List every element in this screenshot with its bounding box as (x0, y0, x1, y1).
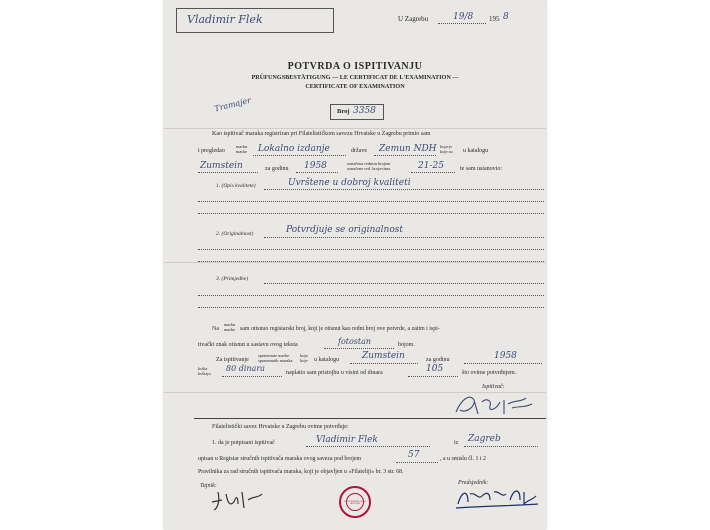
originality-line-3 (198, 261, 544, 262)
closing-year-line (464, 363, 542, 364)
year-label-body: za godinu (265, 166, 289, 172)
federation-line2: 1. da je potpisani ispitivač (212, 440, 275, 446)
state-label: države (351, 148, 367, 154)
place-label: U Zagrebu (398, 15, 429, 23)
federation-examiner-name: Vladimir Flek (316, 435, 378, 445)
certificate-paper (164, 0, 546, 530)
federation-line3b: , a u smislu čl. 1 i 2 (440, 456, 486, 462)
catalog-label: u katalogu (463, 148, 489, 154)
city-value: Zagreb (468, 434, 501, 444)
established-text: te sam ustanovio: (460, 166, 502, 172)
country-line (374, 155, 436, 156)
fold-line (164, 128, 546, 129)
catalog-value: Zumstein (200, 161, 243, 171)
originality-label: 2. (Originalnost) (216, 231, 254, 237)
quality-label: 1. (Opis kvalitete) (216, 183, 256, 189)
reg-value: 57 (408, 450, 420, 460)
year-value: 8 (503, 12, 509, 22)
federation-line4: Pravilnika za rad stručnih ispitivača maraka, koji je objavljen u »Filateliji« br. 3 str. 68. (198, 469, 404, 475)
za-ispitivanje: Za ispitivanje (216, 357, 249, 363)
year-label: 195 (489, 15, 500, 23)
english-title: CERTIFICATE OF EXAMINATION (305, 83, 405, 90)
closing-line1: sam otisnuo registarski broj, koji je otisnut kao redni broj ove potvrde, a zatim i ispi- (240, 326, 440, 332)
date-value: 19/8 (453, 12, 474, 22)
serial-value: 21-25 (418, 161, 444, 171)
confirm-text: što ovime potvrđujem. (462, 370, 517, 376)
line2-prefix: i pregledao (198, 148, 225, 154)
number-box (330, 104, 384, 120)
fee-text: naplatio sam pristojbu u visini od dinara (286, 370, 383, 376)
stack-spomenute: spomenute marke spomenutih maraka (258, 353, 293, 363)
za-godinu: za godinu (426, 357, 450, 363)
name-box (176, 8, 334, 33)
closing-na: Na (212, 326, 219, 332)
federation-line3a: upisan u Registar stručnih ispitivača maraka ovog saveza pod brojem (198, 456, 362, 462)
divider (194, 418, 546, 419)
stack-koja-2: koja koje (300, 353, 308, 363)
stack-koja: koja-je koje su (440, 144, 453, 154)
fee-value: 105 (426, 364, 444, 374)
intro-text: Kao ispitivač maraka registriran pri Filatelističkom savezu Hrvatske u Zagrebu primio sam (212, 131, 431, 137)
serial-line (411, 172, 455, 173)
price-line (222, 376, 282, 377)
quality-line-2 (198, 201, 544, 202)
sign-value: fotostan (338, 337, 372, 346)
stack-marku-2: marku marke (224, 322, 236, 332)
closing-line2a: tivački znak otisnut u sastavu ovog teksta (198, 342, 298, 348)
stack-serial: označena rednim brojem označene red. brojevima (347, 161, 391, 171)
seal-text: FILATELISTIČKI SAVEZ HRVATSKE (344, 501, 366, 506)
item-line (253, 155, 346, 156)
fee-line (408, 376, 458, 377)
u-katalogu: u katalogu (314, 357, 340, 363)
secretary-label: Tajnik: (200, 483, 217, 489)
examiner-label: Ispitivač: (482, 384, 505, 390)
president-label: Predsjednik: (458, 480, 489, 486)
closing-year-value: 1958 (494, 351, 517, 361)
country-value: Zemun NDH (379, 144, 437, 154)
originality-value: Potvrdjuje se originalnost (286, 225, 403, 235)
quality-value: Uvrštene u dobroj kvaliteti (288, 178, 411, 188)
remarks-line-3 (198, 307, 544, 308)
date-line (438, 23, 486, 24)
multilingual-title: PRÜFUNGSBESTÄTIGUNG — LE CERTIFICAT DE L'EXAMINATION — (251, 74, 459, 81)
remarks-line (264, 283, 544, 284)
body-year-value: 1958 (304, 161, 327, 171)
catalog-line (198, 172, 258, 173)
body-year-line (296, 172, 338, 173)
examiner-signature (452, 392, 542, 418)
number-label: Broj (337, 108, 350, 115)
originality-line-2 (198, 249, 544, 250)
originality-line (264, 237, 544, 238)
stack-kosta: košta koštaju (198, 366, 211, 376)
closing-catalog-line (350, 363, 418, 364)
name-box-value: Vladimir Flek (187, 13, 263, 26)
reg-line (396, 462, 438, 463)
item-value: Lokalno izdanje (258, 144, 330, 154)
margin-note: Tramajer (213, 95, 252, 114)
fold-line (164, 262, 546, 263)
city-line (464, 446, 538, 447)
stack-marku: marku marke (236, 144, 248, 154)
page-title: POTVRDA O ISPITIVANJU (287, 61, 423, 72)
remarks-line-2 (198, 295, 544, 296)
federation-line1: Filatelistički savez Hrvatske u Zagrebu ovime potvrđuje: (212, 424, 349, 430)
remarks-label: 3. (Primjedbe) (216, 276, 249, 282)
iz-label: iz (454, 440, 459, 446)
secretary-signature (208, 486, 268, 514)
number-value: 3358 (353, 106, 376, 116)
price-value: 80 dinara (226, 364, 265, 373)
closing-line2b: bojom. (398, 342, 415, 348)
quality-line (264, 189, 544, 190)
closing-catalog-value: Zumstein (362, 351, 405, 361)
federation-seal (339, 486, 371, 518)
sign-line (324, 348, 394, 349)
federation-name-line (306, 446, 430, 447)
quality-line-3 (198, 213, 544, 214)
president-signature (454, 482, 540, 512)
